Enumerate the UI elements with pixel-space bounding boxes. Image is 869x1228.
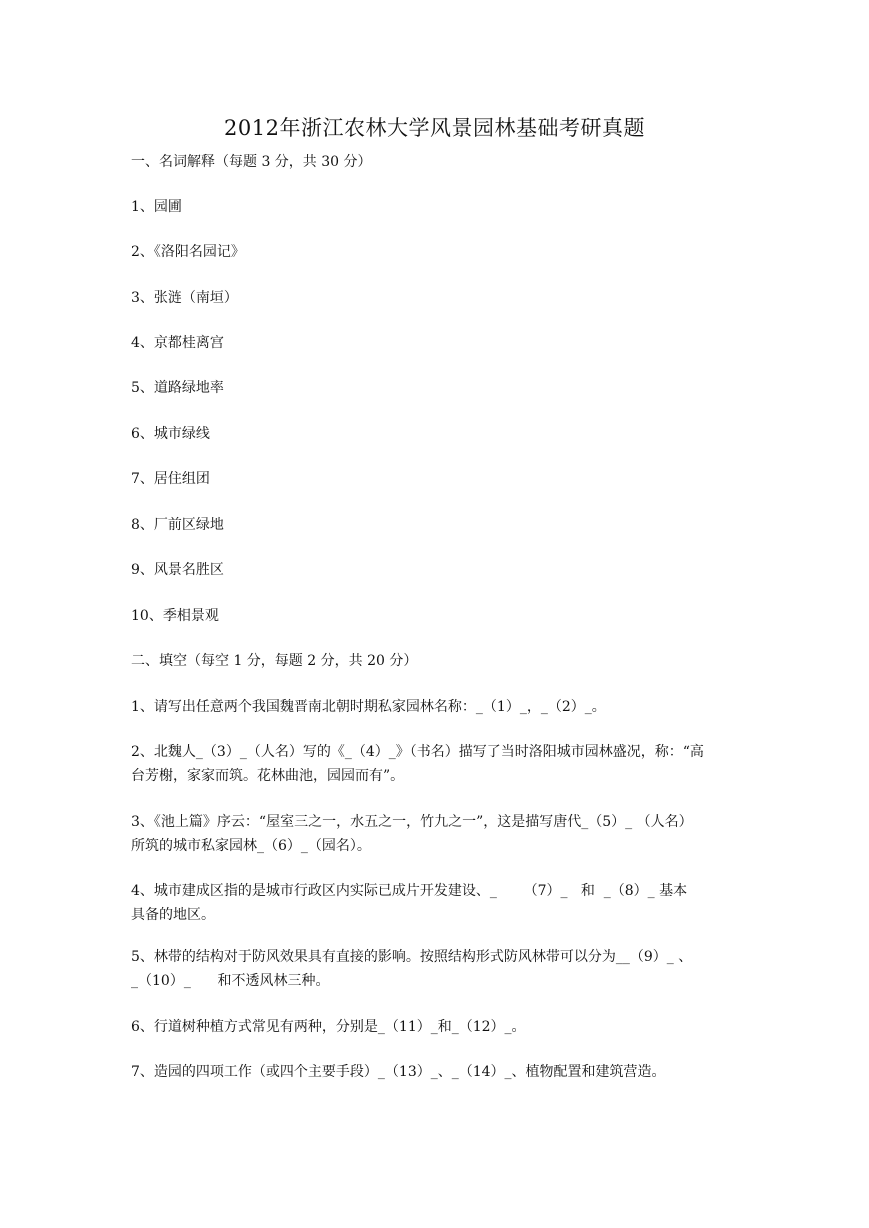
question-2-line-2: 台芳榭，家家而筑。花林曲池，园园而有”。	[131, 768, 405, 784]
definition-item: 7、居住组团	[131, 471, 210, 487]
question-2-line-1: 2、北魏人_（3）_（人名）写的《_（4）_》（书名）描写了当时洛阳城市园林盛况，称：“高	[131, 744, 704, 760]
question-4-line-2: 具备的地区。	[131, 907, 215, 923]
definition-item: 6、城市绿线	[131, 426, 210, 442]
definition-item: 9、风景名胜区	[131, 562, 224, 578]
page-title: 2012年浙江农林大学风景园林基础考研真题	[224, 116, 645, 140]
section-heading-definitions: 一、名词解释（每题 3 分，共 30 分）	[131, 154, 372, 170]
question-5	[131, 945, 741, 993]
definition-item: 10、季相景观	[131, 608, 219, 624]
question-5-line-2: _（10）_ 和不透风林三种。	[131, 973, 330, 989]
definition-item: 5、道路绿地率	[131, 380, 224, 396]
question-4	[131, 879, 741, 927]
question-7: 7、造园的四项工作（或四个主要手段）_（13）_、_（14）_、植物配置和建筑营造。	[131, 1064, 666, 1080]
definition-item: 4、京都桂离宫	[131, 335, 224, 351]
definition-item: 3、张涟（南垣）	[131, 290, 238, 306]
question-3-line-1: 3、《池上篇》序云：“屋室三之一，水五之一，竹九之一”，这是描写唐代_（5）_ （人名）	[131, 814, 693, 830]
question-3-line-2: 所筑的城市私家园林_（6）_（园名）。	[131, 838, 371, 854]
definition-item: 8、厂前区绿地	[131, 517, 224, 533]
question-1: 1、请写出任意两个我国魏晋南北朝时期私家园林名称：_（1）_，_（2）_。	[131, 699, 606, 715]
definition-item: 1、园圃	[131, 199, 182, 215]
definition-item: 2、《洛阳名园记》	[131, 244, 245, 260]
question-5-line-1: 5、林带的结构对于防风效果具有直接的影响。按照结构形式防风林带可以分为__（9）_ 、	[131, 949, 693, 965]
question-3	[131, 810, 741, 858]
question-6: 6、行道树种植方式常见有两种，分别是_（11）_和_（12）_。	[131, 1019, 526, 1035]
section-heading-fill-in: 二、填空（每空 1 分，每题 2 分，共 20 分）	[131, 653, 418, 669]
question-4-line-1: 4、城市建成区指的是城市行政区内实际已成片开发建设、_ （7）_ 和 _（8）_ 基本	[131, 883, 688, 899]
question-2	[131, 740, 741, 788]
